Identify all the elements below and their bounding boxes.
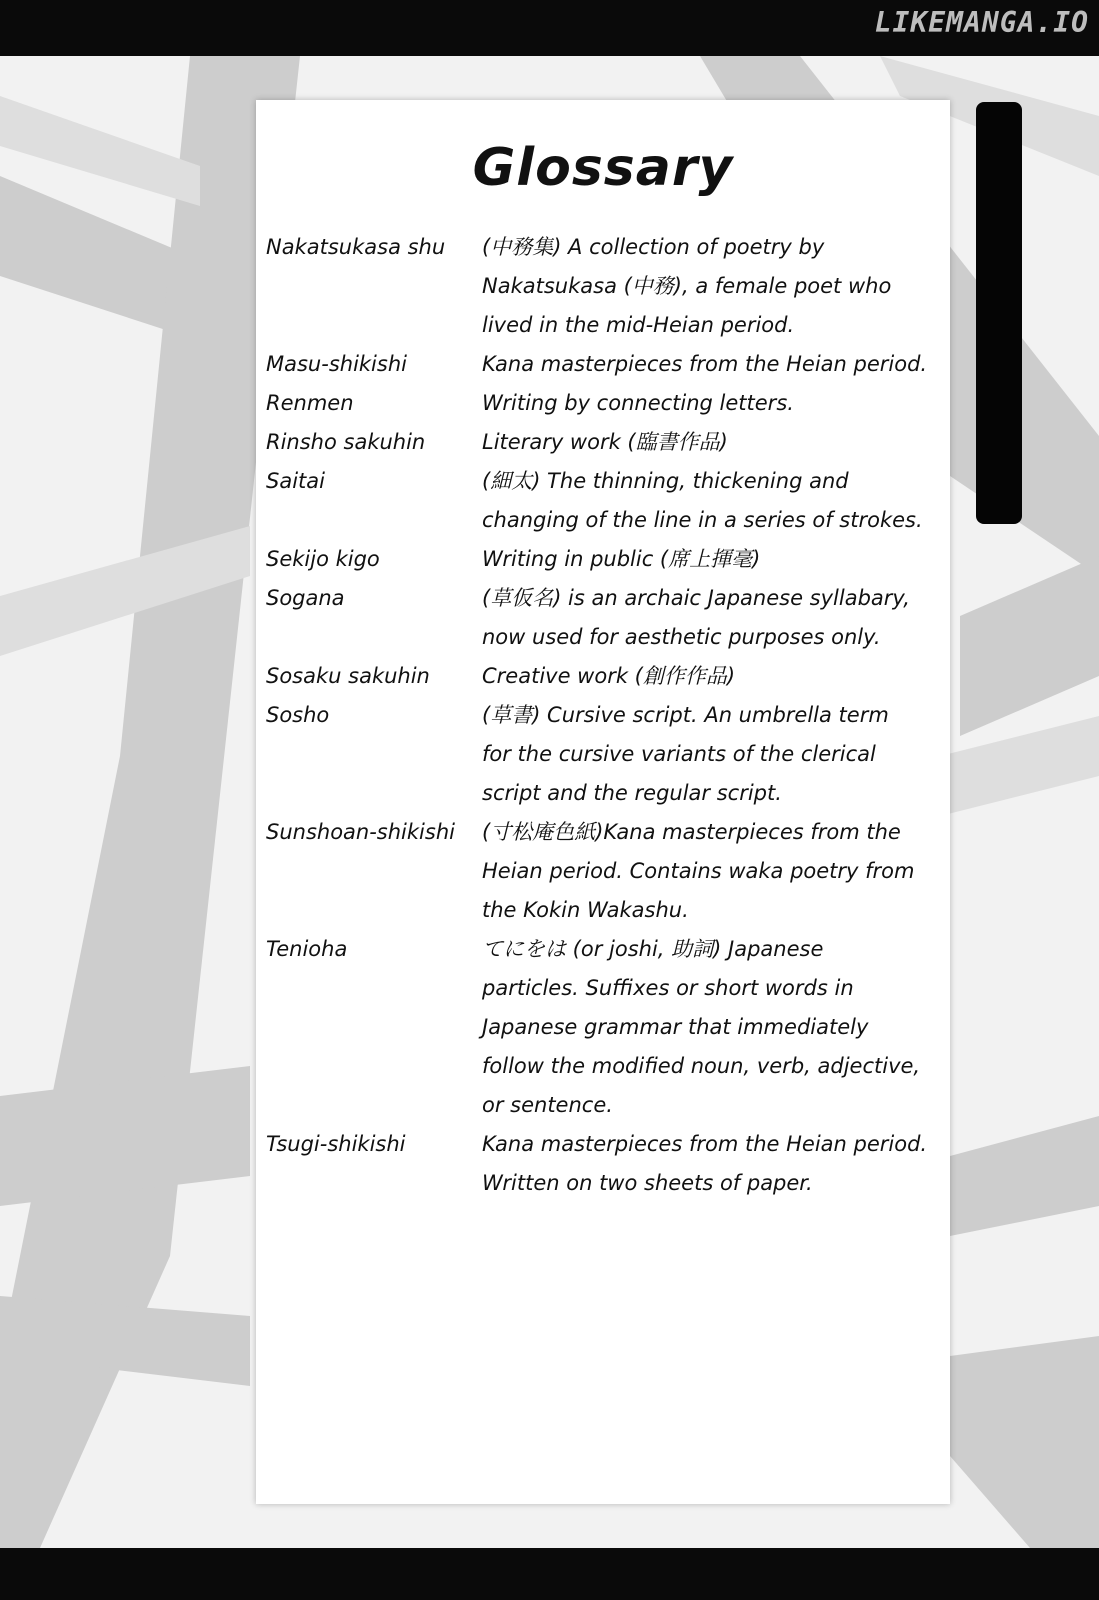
entry-term: Nakatsukasa shu (266, 235, 446, 259)
definition-line: (草書) Cursive script. An umbrella term (482, 703, 889, 727)
entry-definition (482, 228, 946, 345)
definition-line: Literary work (臨書作品) (482, 430, 728, 454)
definition-line: particles. Suffixes or short words in (482, 976, 854, 1000)
definition-line: (中務集) A collection of poetry by (482, 235, 825, 259)
definition-line: (草仮名) is an archaic Japanese syllabary, (482, 586, 910, 610)
definition-line: Heian period. Contains waka poetry from (482, 859, 915, 883)
glossary-entry (266, 345, 946, 384)
definition-line: script and the regular script. (482, 781, 782, 805)
glossary-entry (266, 462, 946, 540)
glossary-entries (266, 228, 946, 1203)
entry-term: Sosho (266, 703, 330, 727)
glossary-entry (266, 423, 946, 462)
entry-term: Renmen (266, 391, 354, 415)
definition-line: or sentence. (482, 1093, 613, 1117)
entry-definition (482, 540, 946, 579)
entry-term: Tenioha (266, 937, 348, 961)
definition-line: Kana masterpieces from the Heian period. (482, 352, 928, 376)
entry-definition (482, 384, 946, 423)
entry-definition (482, 345, 946, 384)
entry-term: Sosaku sakuhin (266, 664, 430, 688)
entry-term: Masu-shikishi (266, 352, 407, 376)
entry-definition (482, 579, 946, 657)
definition-line: the Kokin Wakashu. (482, 898, 689, 922)
entry-term: Tsugi-shikishi (266, 1132, 406, 1156)
definition-line: changing of the line in a series of strokes. (482, 508, 923, 532)
definition-line: now used for aesthetic purposes only. (482, 625, 881, 649)
entry-term: Sogana (266, 586, 345, 610)
glossary-title: Glossary (472, 138, 734, 198)
entry-term: Saitai (266, 469, 325, 493)
top-bar (0, 0, 1099, 56)
glossary-card (256, 100, 950, 1504)
glossary-entry (266, 1125, 946, 1203)
definition-line: Creative work (創作作品) (482, 664, 736, 688)
glossary-entry (266, 696, 946, 813)
entry-definition (482, 813, 946, 930)
definition-line: (細太) The thinning, thickening and (482, 469, 849, 493)
definition-line: for the cursive variants of the clerical (482, 742, 876, 766)
definition-line: lived in the mid-Heian period. (482, 313, 795, 337)
definition-line: Written on two sheets of paper. (482, 1171, 813, 1195)
bottom-bar (0, 1548, 1099, 1600)
site-watermark: LIKEMANGA.IO (874, 6, 1089, 39)
entry-term: Sekijo kigo (266, 547, 380, 571)
definition-line: Nakatsukasa (中務), a female poet who (482, 274, 892, 298)
entry-definition (482, 930, 946, 1125)
definition-line: Writing in public (席上揮毫) (482, 547, 761, 571)
glossary-entry (266, 657, 946, 696)
definition-line: Japanese grammar that immediately (482, 1015, 869, 1039)
entry-definition (482, 462, 946, 540)
entry-definition (482, 1125, 946, 1203)
glossary-entry (266, 540, 946, 579)
entry-definition (482, 696, 946, 813)
definition-line: Kana masterpieces from the Heian period. (482, 1132, 928, 1156)
glossary-entry (266, 930, 946, 1125)
definition-line: Writing by connecting letters. (482, 391, 794, 415)
glossary-entry (266, 384, 946, 423)
definition-line: てにをは (or joshi, 助詞) Japanese (482, 937, 824, 961)
glossary-entry (266, 579, 946, 657)
definition-line: follow the modified noun, verb, adjective, (482, 1054, 921, 1078)
entry-term: Sunshoan-shikishi (266, 820, 455, 844)
definition-line: (寸松庵色紙)Kana masterpieces from the (482, 820, 901, 844)
entry-definition (482, 657, 946, 696)
entry-definition (482, 423, 946, 462)
side-black-tab (976, 102, 1022, 524)
glossary-entry (266, 813, 946, 930)
entry-term: Rinsho sakuhin (266, 430, 426, 454)
glossary-entry (266, 228, 946, 345)
